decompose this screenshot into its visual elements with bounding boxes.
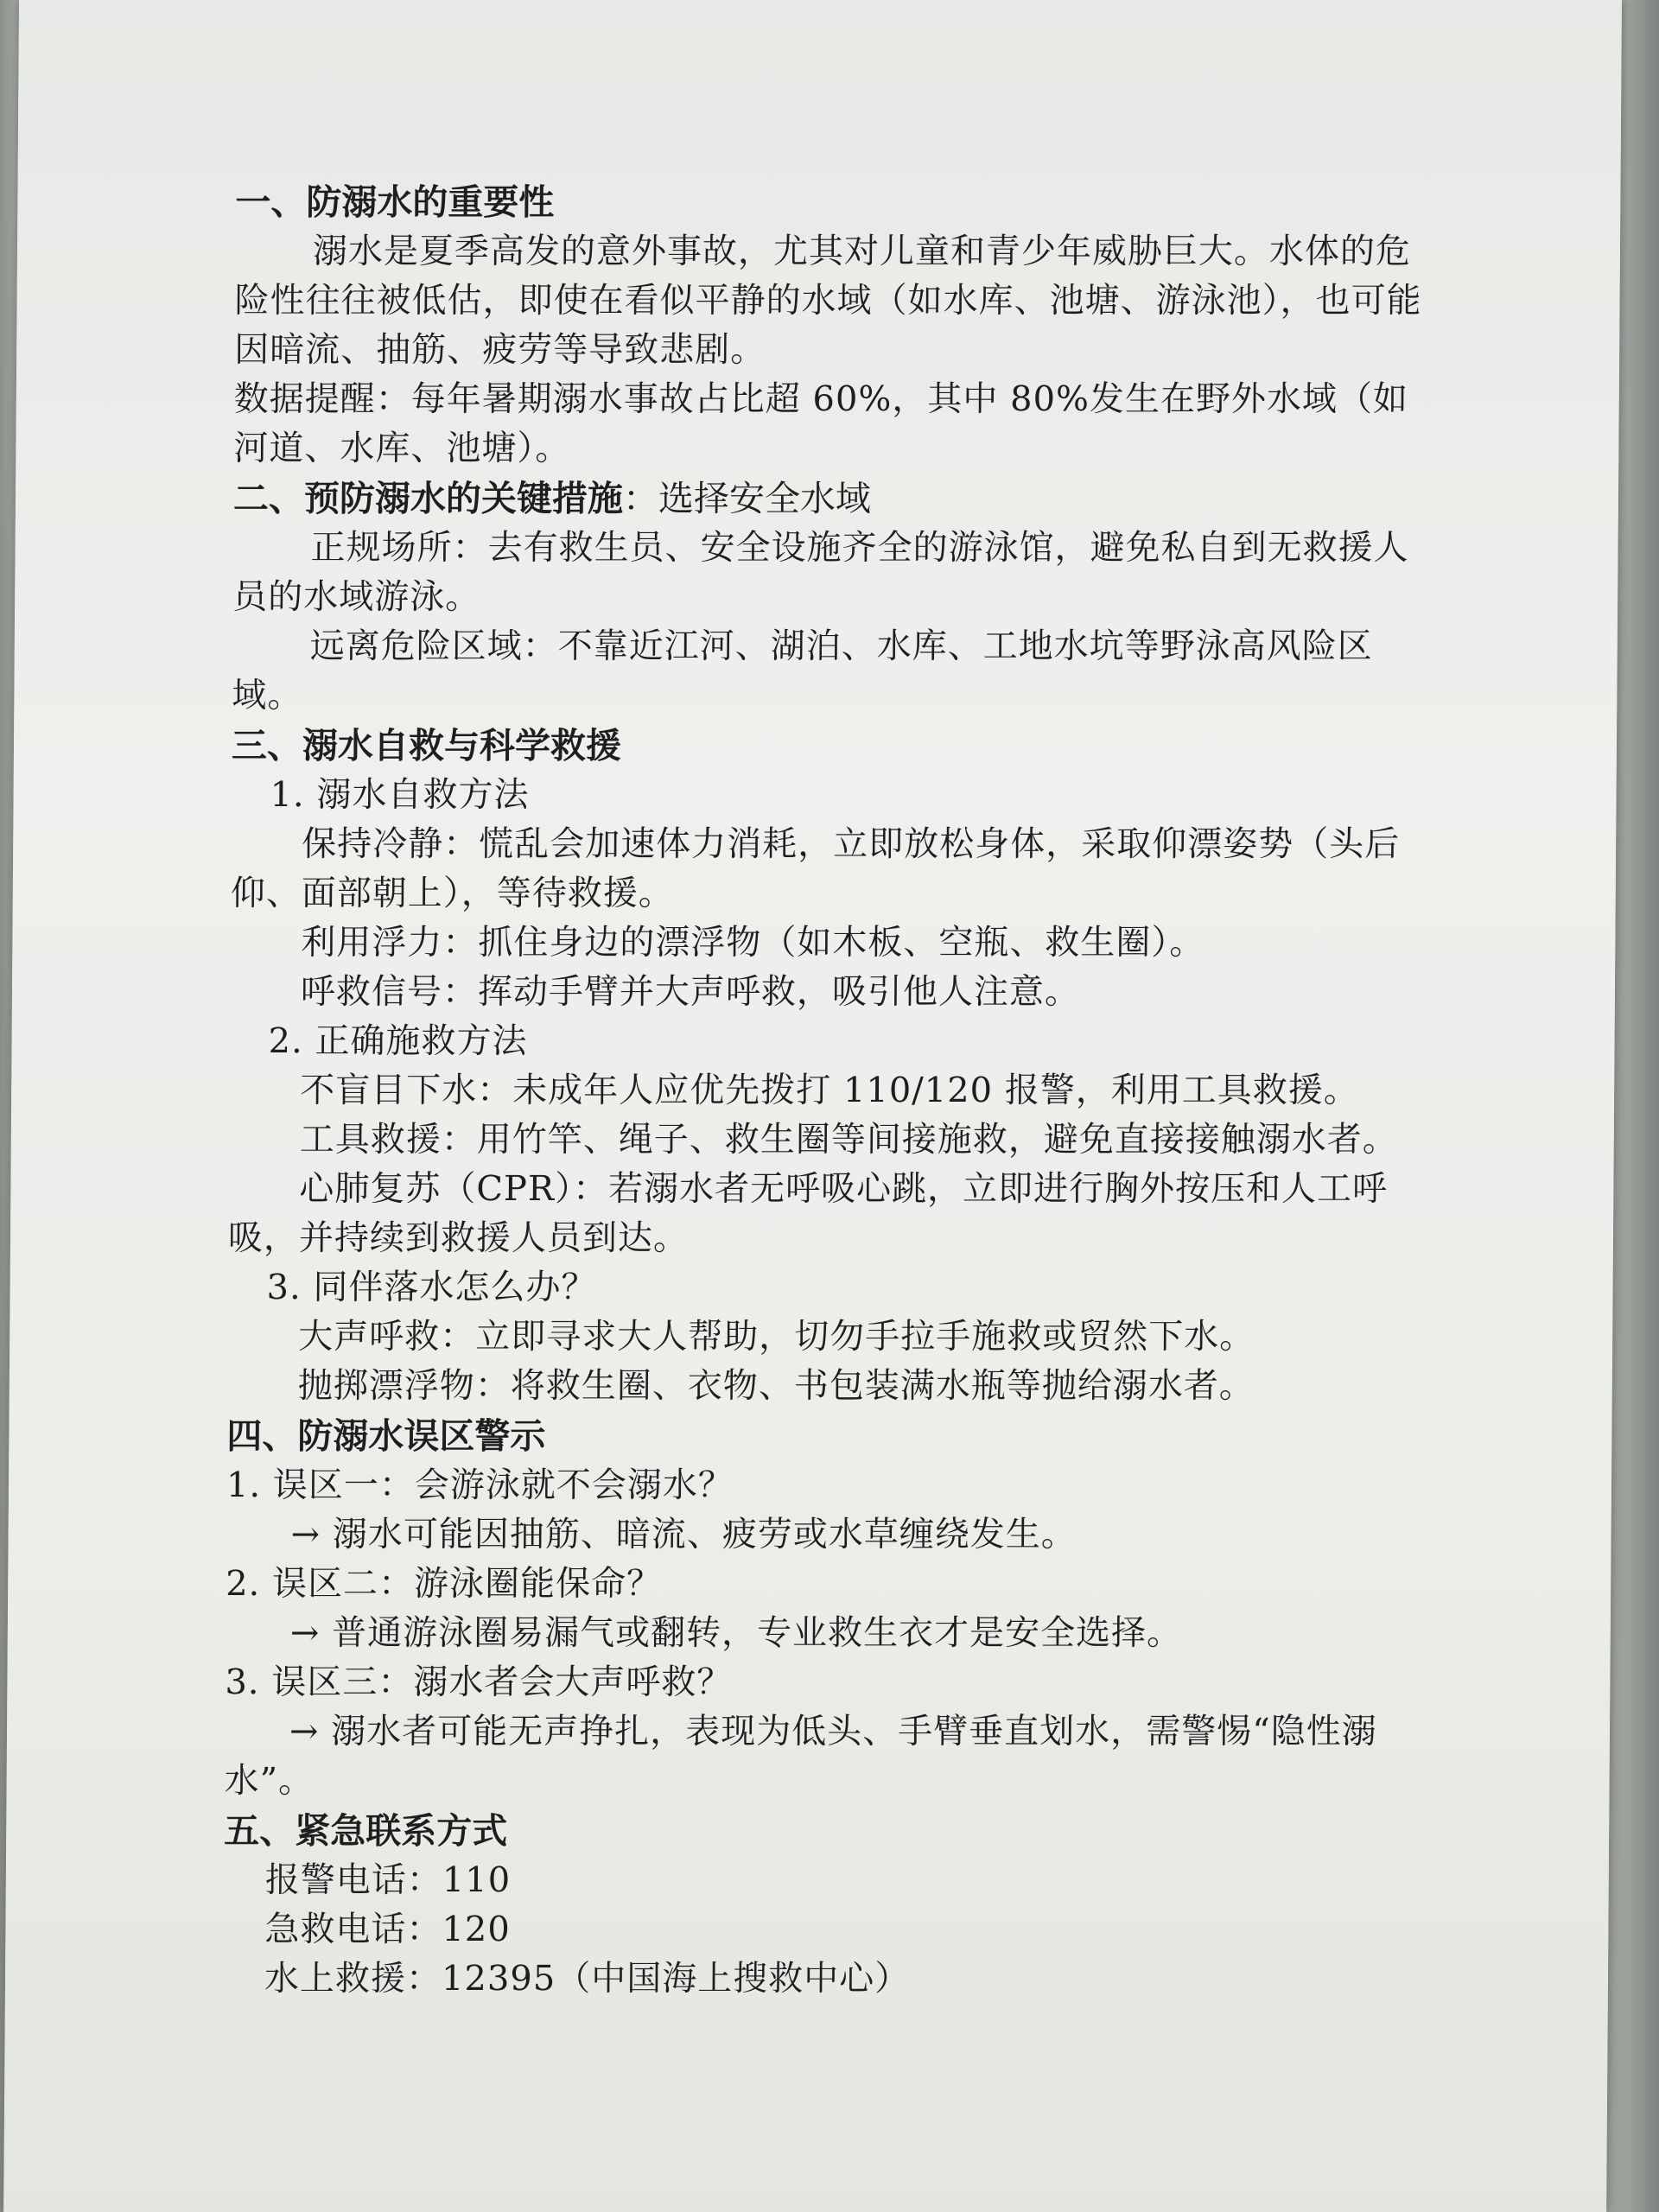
section-3-2-item: 工具救援：用竹竿、绳子、救生圈等间接施救，避免直接接触溺水者。 bbox=[299, 1120, 1398, 1160]
myth-answer: → 溺水可能因抽筋、暗流、疲劳或水草缠绕发生。 bbox=[290, 1515, 1077, 1554]
section-3-1-item: 利用浮力：抓住身边的漂浮物（如木板、空瓶、救生圈）。 bbox=[301, 923, 1205, 963]
section-2-title bbox=[233, 474, 1434, 524]
section-1-data-reminder: 数据提醒：每年暑期溺水事故占比超 60%，其中 80%发生在野外水域（如河道、水库、池塘）。 bbox=[233, 379, 1409, 468]
section-2-paragraph-1: 正规场所：去有救生员、安全设施齐全的游泳馆，避免私自到无救援人员的水域游泳。 bbox=[232, 528, 1409, 617]
section-5-title: 五、紧急联系方式 bbox=[224, 1810, 508, 1852]
paper-sheet bbox=[3, 0, 1622, 2212]
section-3-subheading-2: 2. 正确施救方法 bbox=[268, 1021, 528, 1061]
myth-question: 3. 误区三：溺水者会大声呼救？ bbox=[225, 1662, 733, 1702]
myth-question: 1. 误区一：会游泳就不会溺水？ bbox=[226, 1465, 734, 1505]
section-3-1-item: 保持冷静：慌乱会加速体力消耗，立即放松身体，采取仰漂姿势（头后仰、面部朝上），等待救援。 bbox=[230, 824, 1401, 913]
section-1-paragraph: 溺水是夏季高发的意外事故，尤其对儿童和青少年威胁巨大。水体的危险性往往被低估，即使在看似平静的水域（如水库、池塘、游泳池），也可能因暗流、抽筋、疲劳等导致悲剧。 bbox=[234, 232, 1422, 370]
document-body bbox=[223, 177, 1437, 2004]
section-3-1-item: 呼救信号：挥动手臂并大声呼救，吸引他人注意。 bbox=[300, 972, 1081, 1012]
section-2-title-tail: ：选择安全水域 bbox=[622, 478, 872, 519]
section-1-title: 一、防溺水的重要性 bbox=[235, 181, 555, 223]
section-3-3-item: 大声呼救：立即寻求大人帮助，切勿手拉手施救或贸然下水。 bbox=[298, 1317, 1255, 1357]
section-3-subheading-3: 3. 同伴落水怎么办？ bbox=[266, 1268, 597, 1307]
section-3-subheading-1: 1. 溺水自救方法 bbox=[270, 775, 530, 815]
section-3-title: 三、溺水自救与科学救援 bbox=[231, 725, 622, 766]
contact-ambulance: 急救电话：120 bbox=[264, 1910, 511, 1949]
section-4-title: 四、防溺水误区警示 bbox=[226, 1415, 546, 1457]
myth-answer: → 普通游泳圈易漏气或翻转，专业救生衣才是安全选择。 bbox=[289, 1613, 1183, 1653]
contact-police: 报警电话：110 bbox=[264, 1860, 512, 1900]
myth-question: 2. 误区二：游泳圈能保命？ bbox=[226, 1564, 663, 1604]
myth-answer: → 溺水者可能无声挣扎，表现为低头、手臂垂直划水，需警惕“隐性溺水”。 bbox=[224, 1712, 1377, 1801]
contact-water-rescue: 水上救援：12395（中国海上搜救中心） bbox=[264, 1959, 911, 1999]
section-3-2-item: 不盲目下水：未成年人应优先拨打 110/120 报警，利用工具救援。 bbox=[300, 1071, 1359, 1110]
section-2-paragraph-2: 远离危险区域：不靠近江河、湖泊、水库、工地水坑等野泳高风险区域。 bbox=[232, 626, 1373, 715]
section-3-2-item: 心肺复苏（CPR）：若溺水者无呼吸心跳，立即进行胸外按压和人工呼吸，并持续到救援人员到达。 bbox=[227, 1169, 1389, 1258]
section-3-3-item: 抛掷漂浮物：将救生圈、衣物、书包装满水瓶等抛给溺水者。 bbox=[297, 1366, 1255, 1406]
section-2-title-main: 二、预防溺水的关键措施 bbox=[232, 478, 624, 519]
